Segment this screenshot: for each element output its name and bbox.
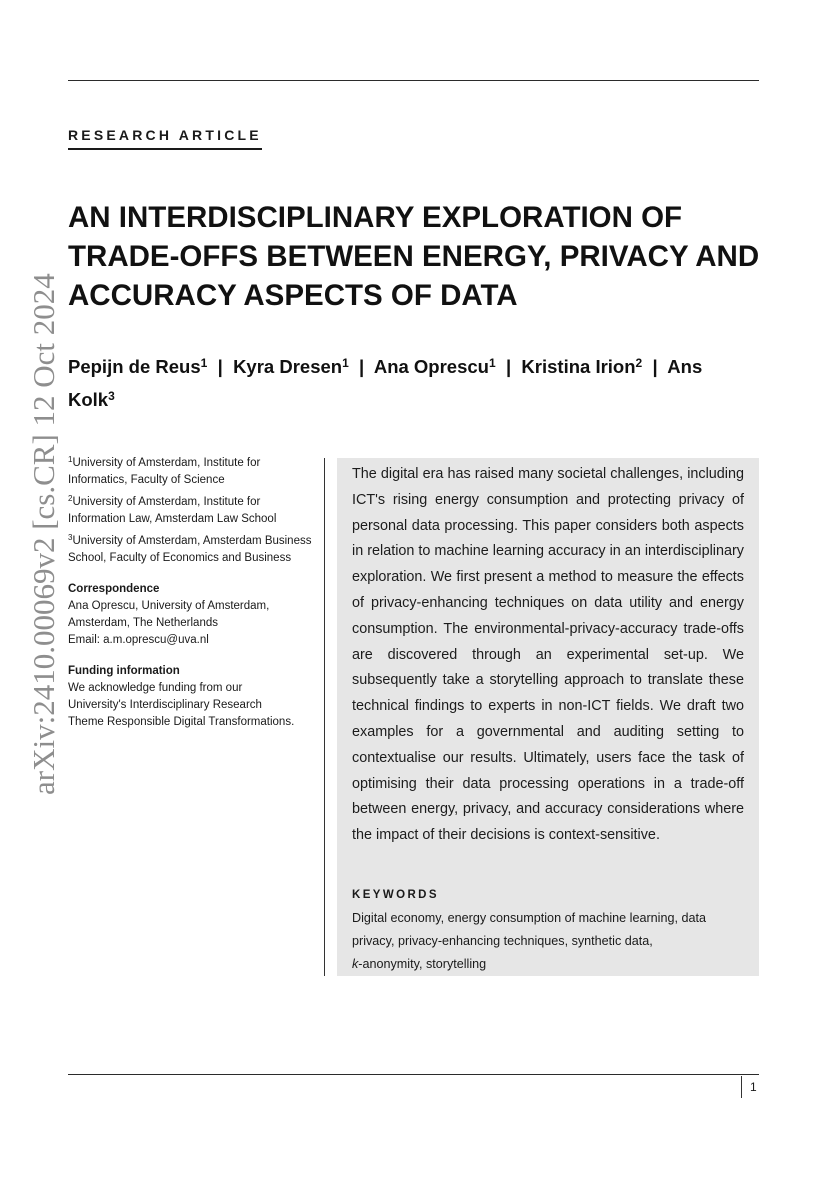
affiliation-number: 3 <box>68 533 73 542</box>
keywords-line: Digital economy, energy consumption of machine learning, data <box>352 911 706 925</box>
author-affiliation-mark: 1 <box>342 356 349 370</box>
paper-title <box>68 198 768 315</box>
keywords-line: privacy, privacy-enhancing techniques, synthetic data, <box>352 934 653 948</box>
correspondence-heading: Correspondence <box>68 583 160 595</box>
page-number: 1 <box>750 1080 757 1094</box>
affiliation <box>68 494 313 528</box>
front-matter-sidebar <box>68 455 313 731</box>
author-name: Pepijn de Reus <box>68 356 201 377</box>
article-type-label: RESEARCH ARTICLE <box>68 127 262 150</box>
correspondence-line: Ana Oprescu, University of Amsterdam, <box>68 600 270 612</box>
author-name: Ana Oprescu <box>373 356 489 377</box>
funding-heading: Funding information <box>68 665 180 677</box>
author-affiliation-mark: 1 <box>200 356 208 370</box>
affiliation-number: 2 <box>68 494 73 503</box>
affiliation-number: 1 <box>68 455 73 464</box>
keyword-italic-k: k <box>352 957 359 971</box>
funding-line: We acknowledge funding from our <box>68 682 243 694</box>
affiliation-text: University of Amsterdam, Amsterdam Business School, Faculty of Economics and Business <box>68 535 312 564</box>
title-line: AN INTERDISCIPLINARY EXPLORATION OF <box>68 201 683 234</box>
author-affiliation-mark: 2 <box>635 356 643 370</box>
correspondence-line: Amsterdam, The Netherlands <box>68 617 218 629</box>
top-rule <box>68 80 759 81</box>
arxiv-identifier: arXiv:2410.00069v2 [cs.CR] 12 Oct 2024 <box>26 273 61 795</box>
title-line: ACCURACY ASPECTS OF DATA <box>68 279 518 312</box>
keywords-list <box>352 907 752 976</box>
abstract-panel <box>337 458 759 976</box>
keyword-text: -anonymity, storytelling <box>358 957 487 971</box>
correspondence-email: Email: a.m.oprescu@uva.nl <box>68 634 209 646</box>
affiliation <box>68 533 313 567</box>
affiliation-text: University of Amsterdam, Institute for Informatics, Faculty of Science <box>68 457 261 486</box>
author-affiliation-mark: 1 <box>488 356 496 370</box>
footer-rule <box>68 1074 759 1075</box>
keywords-heading: KEYWORDS <box>352 889 439 901</box>
author-name: Ans Kolk <box>68 356 703 410</box>
author-name: Kristina Irion <box>521 356 636 377</box>
funding-line: University's Interdisciplinary Research <box>68 699 262 711</box>
funding-line: Theme Responsible Digital Transformations. <box>68 716 295 728</box>
abstract-text: The digital era has raised many societal challenges, including ICT's rising energy consumption and protecting privacy of personal data processing. This paper considers both aspects in relation to machine learning accuracy in an interdisciplinary exploration. We first present a method to measure the effects of privacy-enhancing techniques on data utility and energy consumption. The environmental-privacy-accuracy trade-offs are discovered through an experimental set-up. We subsequently take a storytelling approach to translate these technical findings to experts in non-ICT fields. We draft two examples for a governmental and auditing setting to contextualise our results. Ultimately, users face the task of optimising their data processing operations in a trade-off between energy, privacy, and accuracy considerations where the impact of their decisions is context-sensitive. <box>352 466 744 844</box>
affiliation-text: University of Amsterdam, Institute for Information Law, Amsterdam Law School <box>68 496 277 525</box>
title-line: TRADE-OFFS BETWEEN ENERGY, PRIVACY AND <box>68 240 760 273</box>
author-list: Pepijn de Reus$^1$ | Kyra Dresen$^1$ | Ana Oprescu$^1$ | Kristina Irion$^2$ | Ans Kolk$^3$ <box>68 356 703 410</box>
column-divider <box>324 458 325 976</box>
keywords-line <box>352 953 752 976</box>
affiliation <box>68 455 313 489</box>
author-name: Kyra Dresen <box>233 356 343 377</box>
author-affiliation-mark: 3 <box>108 389 115 403</box>
page-number-divider <box>741 1076 742 1098</box>
